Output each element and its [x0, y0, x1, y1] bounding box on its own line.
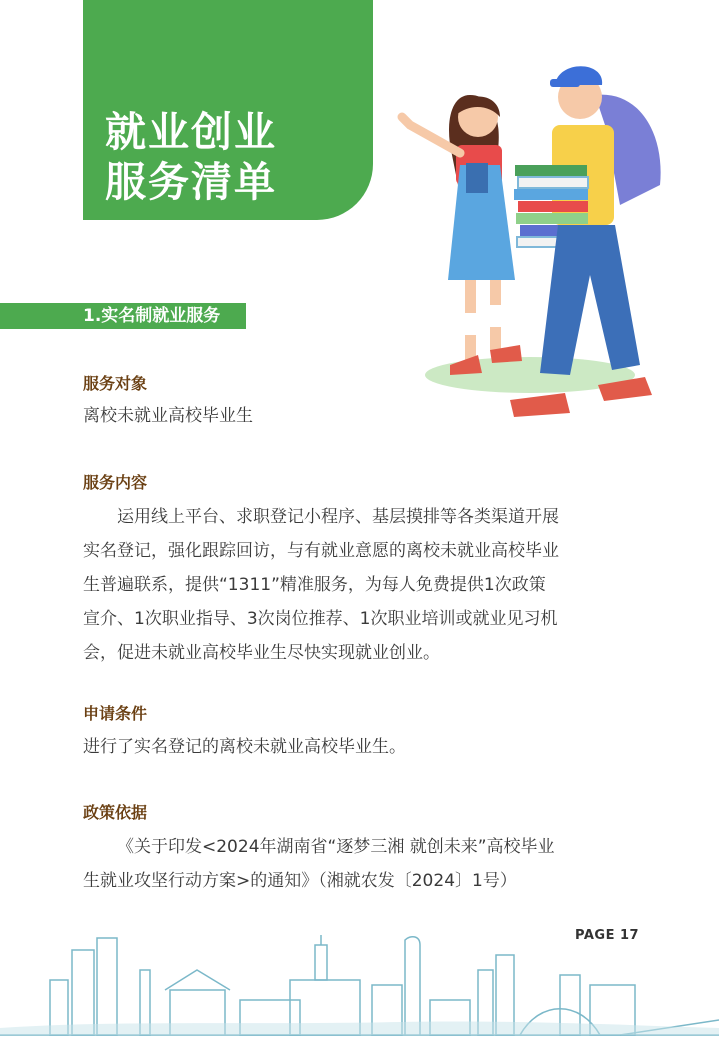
paragraph-line: 运用线上平台、求职登记小程序、基层摸排等各类渠道开展 [117, 507, 559, 527]
paragraph-line: 生就业攻坚行动方案>的通知》（湘就农发〔2024〕1号） [83, 871, 517, 891]
paragraph-service-content [83, 500, 638, 670]
page-title-line-1: 就业创业 [105, 108, 277, 156]
title-block [83, 0, 373, 220]
paragraph-line: 生普遍联系，提供“1311”精准服务，为每人免费提供1次政策 [83, 575, 546, 595]
text-service-target: 离校未就业高校毕业生 [83, 406, 253, 426]
heading-service-target: 服务对象 [83, 374, 148, 393]
section-title: 1.实名制就业服务 [83, 306, 221, 326]
paragraph-policy-basis [83, 830, 638, 898]
paragraph-line: 《关于印发<2024年湖南省“逐梦三湘 就创未来”高校毕业 [117, 837, 555, 857]
paragraph-line: 会，促进未就业高校毕业生尽快实现就业创业。 [83, 643, 440, 663]
page-title-line-2: 服务清单 [105, 158, 277, 206]
girl-figure [402, 95, 522, 375]
text-conditions: 进行了实名登记的离校未就业高校毕业生。 [83, 737, 406, 757]
city-skyline-illustration [0, 930, 719, 1041]
heading-conditions: 申请条件 [83, 704, 148, 723]
heading-service-content: 服务内容 [83, 473, 148, 492]
heading-policy-basis: 政策依据 [83, 803, 148, 822]
page-number: PAGE 17 [575, 928, 640, 943]
paragraph-line: 宣介、1次职业指导、3次岗位推荐、1次职业培训或就业见习机 [83, 609, 558, 629]
paragraph-line: 实名登记，强化跟踪回访，与有就业意愿的离校未就业高校毕业 [83, 541, 559, 561]
section-bar [0, 303, 246, 329]
students-illustration [390, 55, 690, 435]
